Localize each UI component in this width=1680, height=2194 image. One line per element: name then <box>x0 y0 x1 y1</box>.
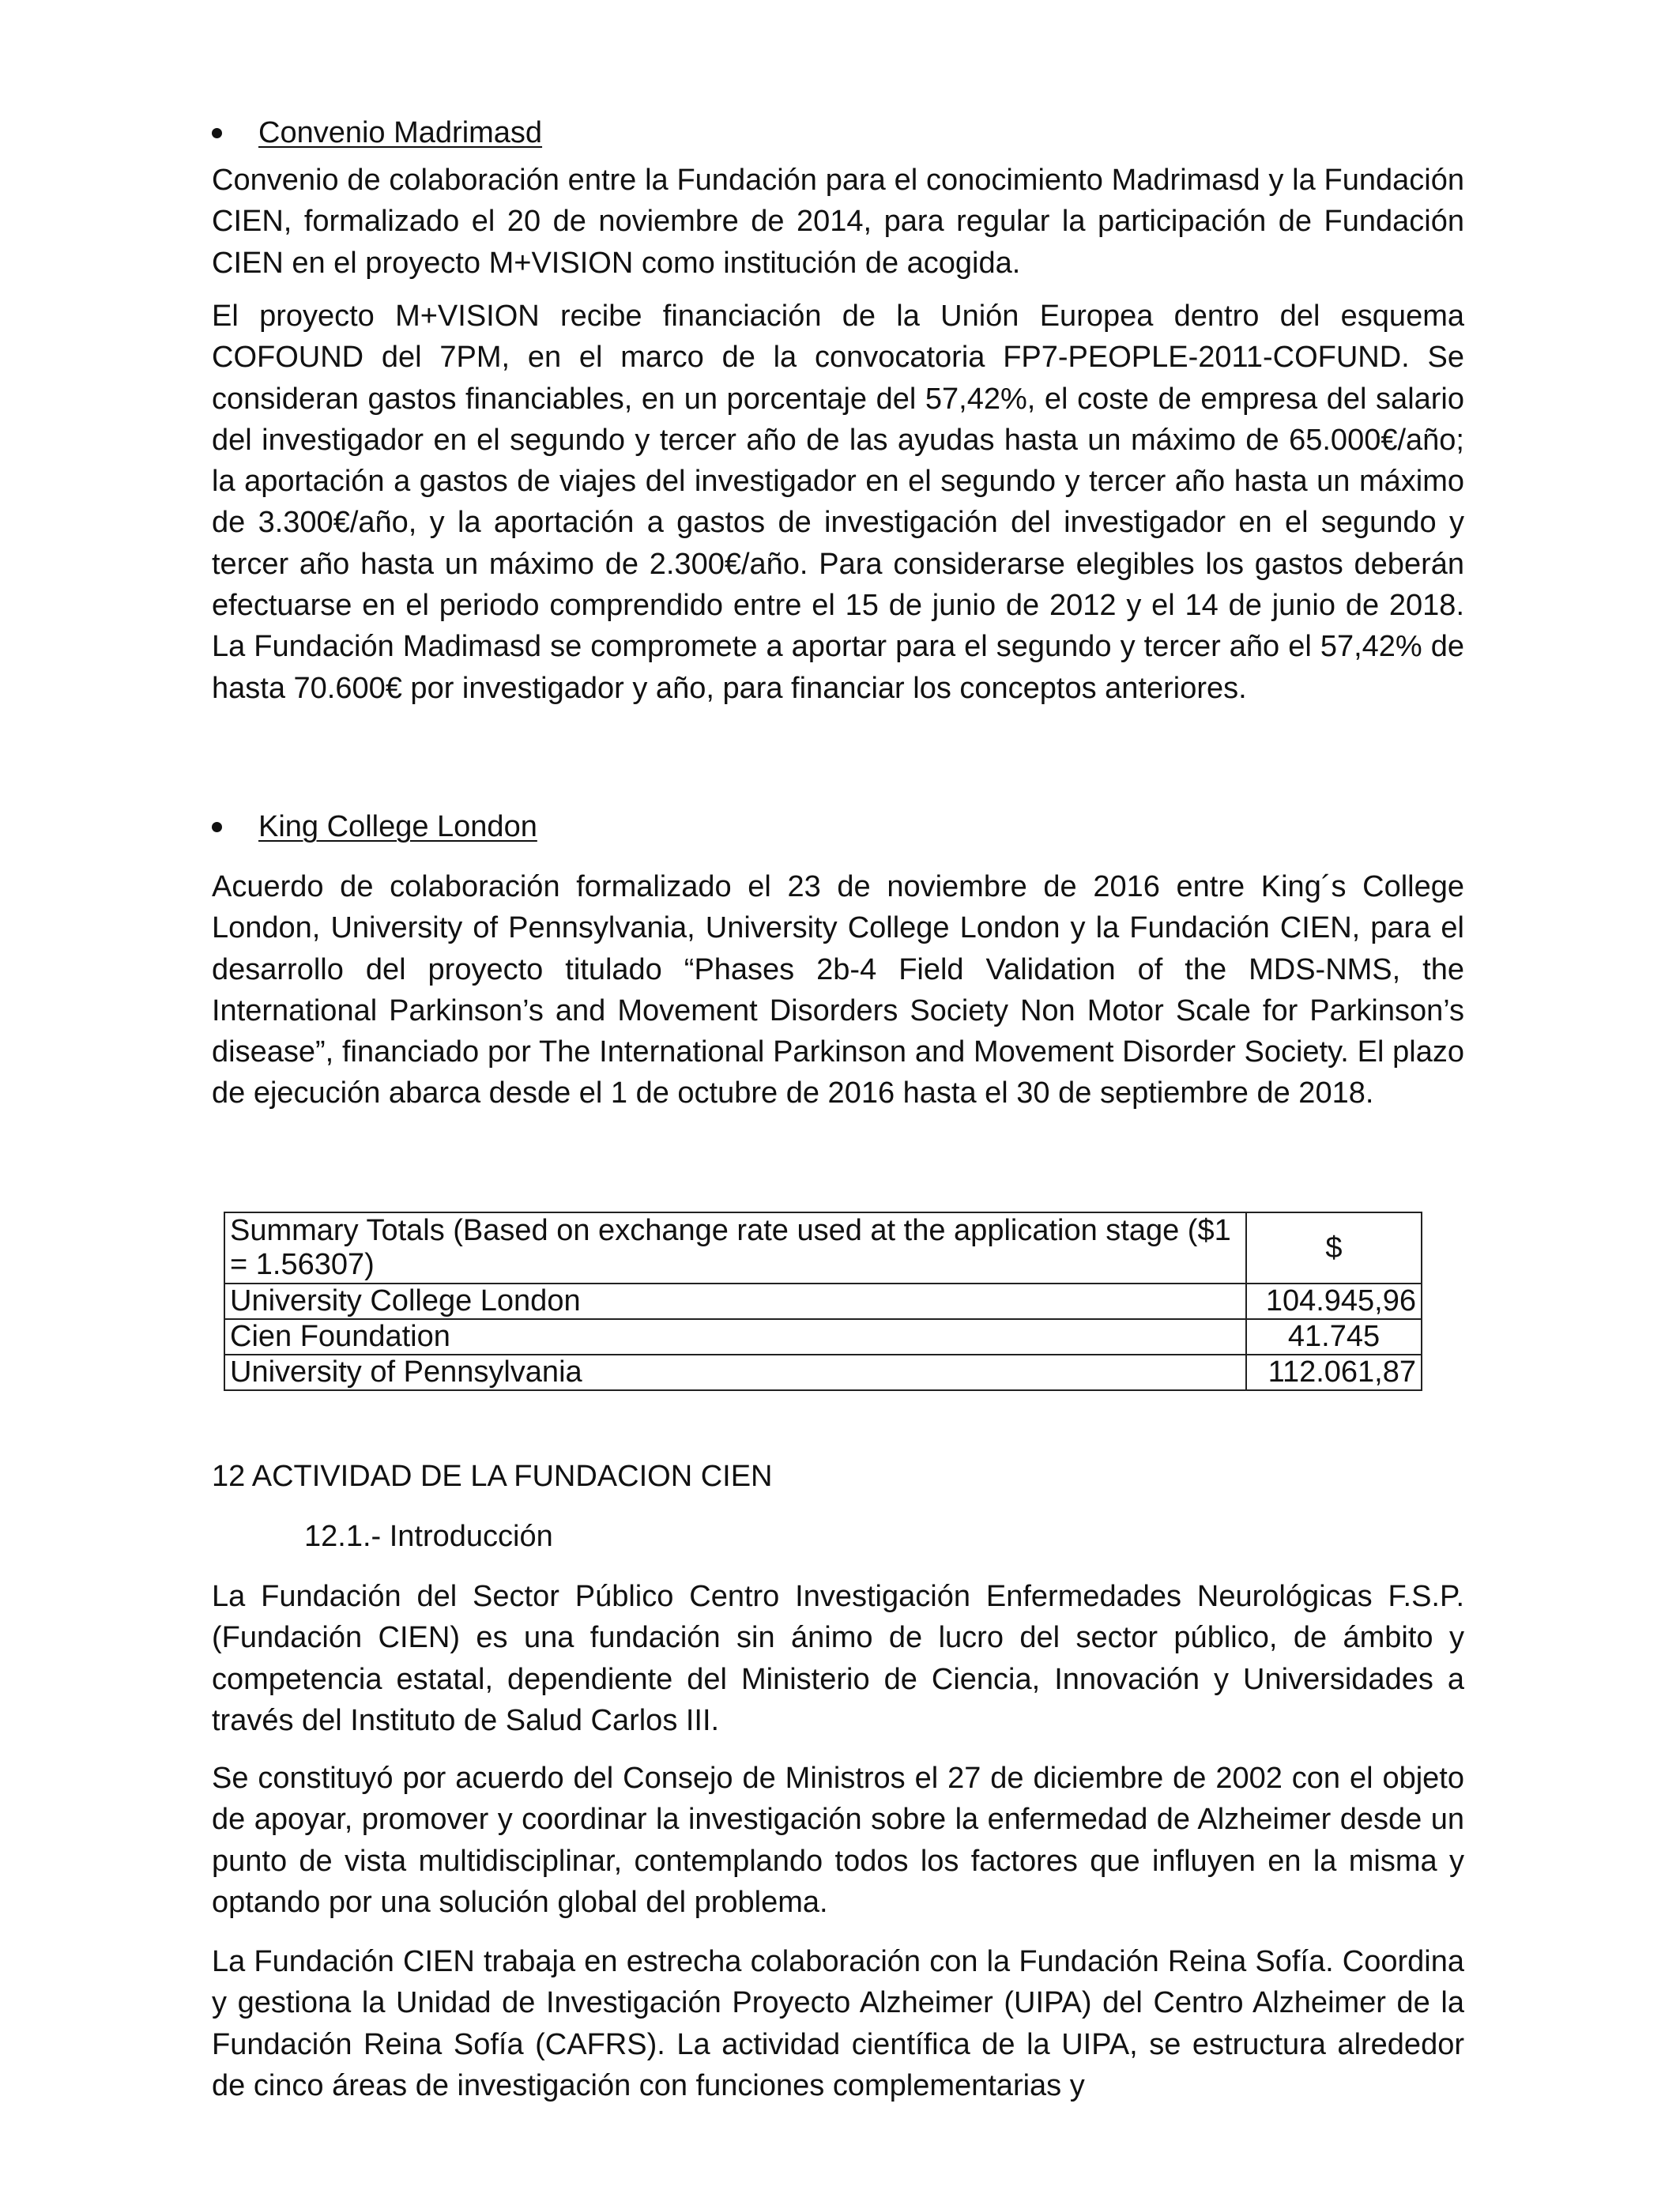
table-header-label: Summary Totals (Based on exchange rate used at the application stage ($1 = 1.56307) <box>224 1212 1246 1284</box>
summary-totals-table <box>224 1212 1422 1391</box>
table-row <box>224 1284 1422 1319</box>
table-cell-name: University of Pennsylvania <box>224 1355 1246 1390</box>
bullet-title-madrimasd: Convenio Madrimasd <box>258 116 543 149</box>
section-heading: 12 ACTIVIDAD DE LA FUNDACION CIEN <box>212 1460 773 1493</box>
table-row <box>224 1355 1422 1390</box>
paragraph-intro-2: Se constituyó por acuerdo del Consejo de Ministros el 27 de diciembre de 2002 con el objeto de apoyar, promover y coordinar la investigación sobre la enfermedad de Alzheimer desde un punto de vista multidisciplinar, contemplando todos los factores que influyen en la misma y optando por una solución global del problema. <box>212 1762 1464 1919</box>
bullet-icon <box>212 822 222 832</box>
paragraph-kings: Acuerdo de colaboración formalizado el 23 de noviembre de 2016 entre King´s College London, University of Pennsylvania, University College London y la Fundación CIEN, para el desarrollo del proyecto titulado “Phases 2b-4 Field Validation of the MDS-NMS, the International Parkinson’s and Movement Disorders Society Non Motor Scale for Parkinson’s disease”, financiado por The International Parkinson and Movement Disorder Society. El plazo de ejecución abarca desde el 1 de octubre de 2016 hasta el 30 de septiembre de 2018. <box>212 870 1464 1110</box>
bullet-item-kings <box>212 806 537 847</box>
table-cell-amount: 104.945,96 <box>1246 1284 1422 1319</box>
paragraph-intro-1: La Fundación del Sector Público Centro Investigación Enfermedades Neurológicas F.S.P. (Fundación CIEN) es una fundación sin ánimo de lucro del sector público, de ámbito y competencia estatal, dependiente del Ministerio de Ciencia, Innovación y Universidades a través del Instituto de Salud Carlos III. <box>212 1580 1464 1737</box>
table-cell-name: Cien Foundation <box>224 1319 1246 1355</box>
table-cell-amount: 41.745 <box>1246 1319 1422 1355</box>
bullet-title-kings: King College London <box>258 810 537 843</box>
paragraph-madrimasd-1: Convenio de colaboración entre la Fundación para el conocimiento Madrimasd y la Fundación CIEN, formalizado el 20 de noviembre de 2014, para regular la participación de Fundación CIEN en el proyecto M+VISION como institución de acogida. <box>212 164 1464 280</box>
table-header-row <box>224 1212 1422 1284</box>
table-header-currency: $ <box>1246 1212 1422 1284</box>
paragraph-madrimasd-2: El proyecto M+VISION recibe financiación de la Unión Europea dentro del esquema COFOUND del 7PM, en el marco de la convocatoria FP7-PEOPLE-2011-COFUND. Se consideran gastos financiables, en un porcentaje del 57,42%, el coste de empresa del salario del investigador en el segundo y tercer año de las ayudas hasta un máximo de 65.000€/año; la aportación a gastos de viajes del investigador en el segundo y tercer año hasta un máximo de 3.300€/año, y la aportación a gastos de investigación del investigador en el segundo y tercer año hasta un máximo de 2.300€/año. Para considerarse elegibles los gastos deberán efectuarse en el periodo comprendido entre el 15 de junio de 2012 y el 14 de junio de 2018. La Fundación Madimasd se compromete a aportar para el segundo y tercer año el 57,42% de hasta 70.600€ por investigador y año, para financiar los conceptos anteriores. <box>212 300 1464 705</box>
bullet-item-madrimasd <box>212 112 542 153</box>
section-subheading: 12.1.- Introducción <box>304 1520 553 1553</box>
table-cell-amount: 112.061,87 <box>1246 1355 1422 1390</box>
table-row <box>224 1319 1422 1355</box>
paragraph-intro-3: La Fundación CIEN trabaja en estrecha colaboración con la Fundación Reina Sofía. Coordina y gestiona la Unidad de Investigación Proyecto Alzheimer (UIPA) del Centro Alzheimer de la Fundación Reina Sofía (CAFRS). La actividad científica de la UIPA, se estructura alrededor de cinco áreas de investigación con funciones complementarias y <box>212 1945 1464 2102</box>
table-cell-name: University College London <box>224 1284 1246 1319</box>
bullet-icon <box>212 128 222 138</box>
